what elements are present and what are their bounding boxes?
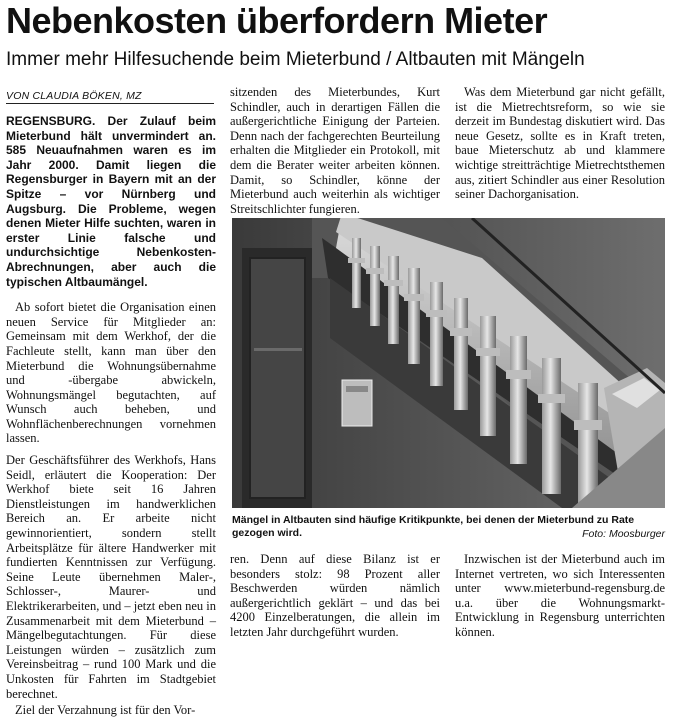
- paragraph-bilanz: ren. Denn auf diese Bilanz ist er besonders stolz: 98 Prozent aller Beschwerden würden nämlich außergerichtlich geklärt – und das bei 4200 Einzelberatungen, die allein im letzten Jahr durchgeführt wurden.: [230, 552, 440, 639]
- byline: VON CLAUDIA BÖKEN, MZ: [6, 90, 142, 102]
- column-3-top: [455, 85, 665, 202]
- lead-paragraph: REGENSBURG. Der Zulauf beim Mieterbund hält unvermindert an. 585 Neuaufnahmen waren es im Jahr 2000. Damit liegen die Regensburger in Bayern mit an der Spitze – vor Nürnberg und Augsburg. Die Probleme, wegen denen Mieter Hilfe suchten, waren in erster Linie falsche und undurchsichtige Nebenkosten-Abrechnungen, aber auch die typischen Altbaumängel.: [6, 114, 216, 289]
- column-3-bottom: [455, 552, 665, 640]
- paragraph-werkhof: Der Geschäftsführer des Werkhofs, Hans Seidl, erläutert die Kooperation: Der Werkhof biete seit 16 Jahren Dienstleistungen im handwerklichen Bereich an. Er arbeite nicht gewinnorientiert, sondern stellt Arbeitsplätze für ältere Handwerker mit fundierten Kenntnissen zur Verfügung. Seine Leute übernehmen Maler-, Schlosser-, Maurer- und Elektrikerarbeiten, und – jetzt eben neu in Zusammenarbeit mit dem Mieterbund – Mängelbegutachtungen. Für diese Leistungen würden – zusätzlich zum Vereinsbeitrag – rund 100 Mark und die Unkosten für Fahrten im Stadtgebiet berechnet.: [6, 453, 216, 701]
- paragraph-service: Ab sofort bietet die Organisation einen neuen Service für Mitglieder an: Gemeinsam mit dem Werkhof, der die Fachleute stellt, kann man über den Mieterbund die Wohnungsübernahme und -übergabe abwickeln, Wohnungsmängel begutachten, auf Wunsch auch beheben, und Wohnflächenberechnungen vornehmen lassen.: [6, 300, 216, 446]
- paragraph-goal: Ziel der Verzahnung ist für den Vor-: [15, 703, 196, 718]
- staircase-illustration: [232, 218, 665, 508]
- headline: Nebenkosten überfordern Mieter: [6, 0, 548, 41]
- staircase-photo: [232, 218, 665, 508]
- subheadline: Immer mehr Hilfesuchende beim Mieterbund / Altbauten mit Mängeln: [6, 49, 585, 70]
- photo-caption: Mängel in Altbauten sind häufige Kritikpunkte, bei denen der Mieterbund zu Rate gezogen wird.: [232, 514, 635, 539]
- paragraph-schindler: sitzenden des Mieterbundes, Kurt Schindler, auch in derartigen Fällen die außergerichtliche Einigung der Parteien. Denn nach der fachgerechten Beurteilung erhalten die Mitglieder ein Protokoll, mit dem die Berater weiter arbeiten können. Damit, so Schindler, könne der Mieterbund auch weiterhin als wichtiger Streitschlichter fungieren.: [230, 85, 440, 216]
- photo-credit: Foto: Moosburger: [582, 528, 665, 540]
- paragraph-internet: Inzwischen ist der Mieterbund auch im Internet vertreten, wo sich Interessenten unter www.mieterbund-regensburg.de u.a. über die Wohnungsmarkt-Entwicklung in Regensburg unterrichten können.: [455, 552, 665, 639]
- column-2-bottom: [230, 552, 440, 640]
- column-2-top: [230, 85, 440, 216]
- paragraph-reform: Was dem Mieterbund gar nicht gefällt, ist die Mietrechtsreform, so wie sie derzeit im Bundestag diskutiert wird. Das neue Gesetz, sollte es in Kraft treten, baue Mieterschutz ab und klammere wichtige streitträchtige Mietrechtsthemen aus, zitiert Schindler aus einer Resolution seiner Dachorganisation.: [455, 85, 665, 202]
- column-1: [6, 114, 216, 718]
- byline-rule: [6, 103, 214, 104]
